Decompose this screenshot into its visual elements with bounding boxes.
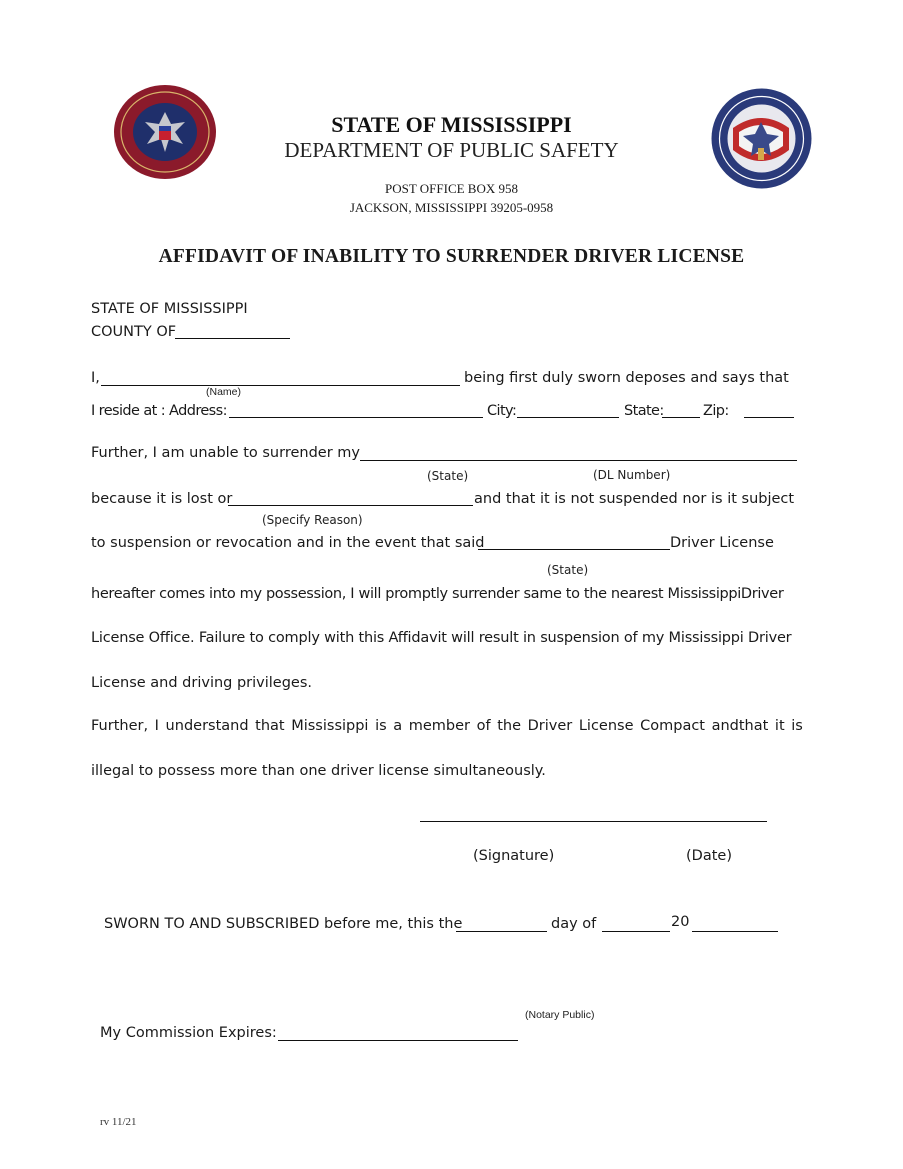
driver-license-text: Driver License (670, 535, 774, 551)
notary-public-caption: (Notary Public) (525, 1009, 595, 1021)
address-field[interactable] (229, 417, 483, 418)
commission-expires-label: My Commission Expires: (100, 1025, 277, 1041)
city-field[interactable] (517, 417, 619, 418)
paragraph-line-2: License Office. Failure to comply with this Affidavit will result in suspension of my Mississippi Driver (91, 630, 792, 646)
county-field[interactable] (175, 338, 290, 339)
not-suspended-text: and that it is not suspended nor is it subject (474, 491, 795, 507)
lost-label: because it is lost or (91, 491, 233, 507)
month-field[interactable] (602, 931, 670, 932)
state-field[interactable] (662, 417, 700, 418)
signature-field[interactable] (420, 821, 767, 822)
reside-label: I reside at : Address: (91, 403, 227, 419)
state-label: State: (624, 403, 664, 419)
sworn-subscribed-label: SWORN TO AND SUBSCRIBED before me, this the (104, 916, 463, 932)
year-prefix: 20 (671, 914, 690, 930)
revision-code: rv 11/21 (100, 1116, 137, 1128)
paragraph-line-3: License and driving privileges. (91, 675, 313, 691)
day-of-label: day of (551, 916, 597, 932)
commission-expires-field[interactable] (278, 1040, 518, 1041)
year-field[interactable] (692, 931, 778, 932)
form-title: AFFIDAVIT OF INABILITY TO SURRENDER DRIVER LICENSE (158, 246, 745, 267)
paragraph-line-1: hereafter comes into my possession, I will promptly surrender same to the nearest MississippiDriver (91, 586, 784, 602)
address-line-2: JACKSON, MISSISSIPPI 39205-0958 (349, 200, 554, 215)
state-caption-2: (State) (547, 563, 589, 577)
city-label: City: (487, 403, 517, 419)
state-caption: (State) (427, 469, 469, 483)
venue-state: STATE OF MISSISSIPPI (91, 301, 248, 317)
sworn-text: being first duly sworn deposes and says that (464, 370, 789, 386)
i-label: I, (91, 370, 100, 386)
name-field[interactable] (101, 385, 460, 386)
agency-title: STATE OF MISSISSIPPI (331, 112, 572, 137)
paragraph-line-4: Further, I understand that Mississippi is a member of the Driver License Compact andthat it is (91, 718, 803, 734)
zip-field[interactable] (744, 417, 794, 418)
dl-number-caption: (DL Number) (593, 468, 671, 482)
dl-state-number-field[interactable] (360, 460, 797, 461)
day-field[interactable] (456, 931, 547, 932)
county-label: COUNTY OF (91, 324, 177, 340)
reason-caption: (Specify Reason) (262, 513, 363, 527)
signature-caption: (Signature) (473, 848, 555, 864)
reason-field[interactable] (228, 505, 473, 506)
license-state-field[interactable] (478, 549, 670, 550)
address-line-1: POST OFFICE BOX 958 (384, 181, 519, 196)
name-caption: (Name) (206, 386, 242, 398)
paragraph-line-5: illegal to possess more than one driver license simultaneously. (91, 763, 546, 779)
unable-label: Further, I am unable to surrender my (91, 445, 360, 461)
date-caption: (Date) (686, 848, 732, 864)
zip-label: Zip: (703, 403, 729, 419)
agency-subtitle: DEPARTMENT OF PUBLIC SAFETY (284, 138, 619, 162)
suspension-text: to suspension or revocation and in the event that said (91, 535, 485, 551)
